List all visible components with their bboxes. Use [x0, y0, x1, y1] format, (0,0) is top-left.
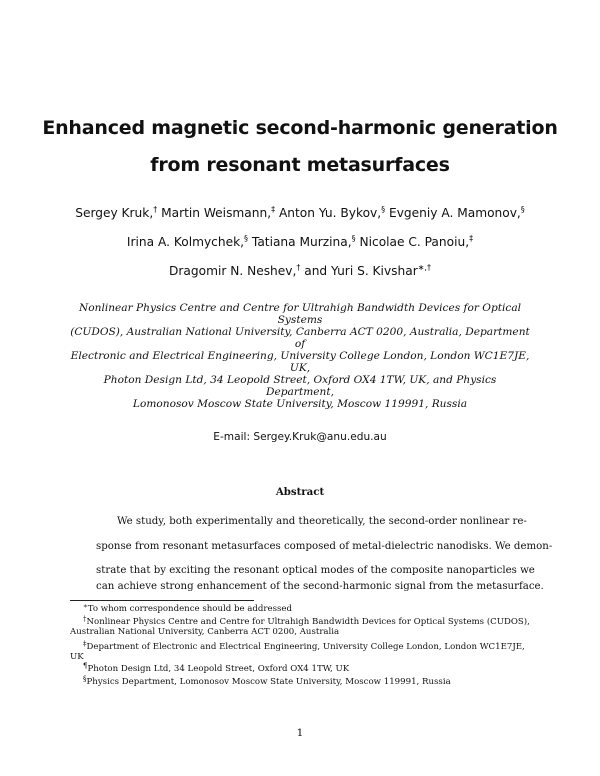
- footnote-mark: ¶: [83, 662, 88, 670]
- footnote-text: Physics Department, Lomonosov Moscow State University, Moscow 119991, Russia: [86, 677, 451, 687]
- affiliation-mark: ‡: [469, 234, 474, 243]
- author-name: Martin Weismann,: [161, 206, 272, 220]
- author-line-3: [40, 264, 560, 278]
- footnote: [83, 602, 553, 614]
- author-line-1: [40, 206, 560, 220]
- footnote: [83, 615, 553, 627]
- footnote-mark: ∗: [83, 602, 88, 610]
- affiliation-mark: †: [296, 263, 301, 272]
- author-line-2: [40, 235, 560, 249]
- affiliation-line: (CUDOS), Australian National University, Canberra ACT 0200, Australia, Department of: [70, 326, 530, 350]
- footnote-mark: ‡: [83, 640, 87, 648]
- abstract-line: We study, both experimentally and theoretically, the second-order nonlinear re-: [117, 516, 527, 527]
- paper-title-line-2: from resonant metasurfaces: [150, 154, 450, 176]
- abstract-line: can achieve strong enhancement of the second-harmonic signal from the metasurface.: [96, 581, 544, 592]
- affiliation-line: Lomonosov Moscow State University, Moscow 119991, Russia: [132, 398, 468, 410]
- footnote-continuation: UK: [70, 652, 84, 662]
- footnote-rule: [70, 600, 254, 601]
- affiliation-mark: §: [520, 205, 525, 214]
- footnote: [83, 640, 553, 652]
- footnote-continuation: Australian National University, Canberra ACT 0200, Australia: [70, 627, 340, 637]
- abstract-line: strate that by exciting the resonant optical modes of the composite nanoparticles we: [96, 565, 535, 576]
- page-number: 1: [296, 727, 304, 739]
- affiliation-mark: §: [351, 234, 356, 243]
- contact-email: E-mail: Sergey.Kruk@anu.edu.au: [213, 431, 387, 443]
- affiliation-mark: ∗,†: [417, 263, 431, 272]
- affiliation-mark: §: [381, 205, 386, 214]
- affiliation-line: Electronic and Electrical Engineering, University College London, London WC1E7JE, UK,: [70, 350, 530, 374]
- author-name: Anton Yu. Bykov,: [278, 206, 382, 220]
- author-name: Sergey Kruk,: [75, 206, 154, 220]
- author-name: and Yuri S. Kivshar: [304, 264, 418, 278]
- footnote-text: Department of Electronic and Electrical Engineering, University College London, London WC1E7JE,: [86, 642, 525, 652]
- footnote-text: Photon Design Ltd, 34 Leopold Street, Oxford OX4 1TW, UK: [87, 664, 350, 674]
- footnote-mark: §: [83, 675, 87, 683]
- author-name: Nicolae C. Panoiu,: [359, 235, 470, 249]
- footnote: [83, 675, 553, 687]
- affiliation-mark: †: [153, 205, 158, 214]
- abstract-heading: Abstract: [275, 486, 325, 498]
- affiliation-mark: §: [244, 234, 249, 243]
- affiliation-line: Nonlinear Physics Centre and Centre for Ultrahigh Bandwidth Devices for Optical Systems: [78, 302, 522, 326]
- author-name: Evgeniy A. Mamonov,: [389, 206, 521, 220]
- author-name: Tatiana Murzina,: [251, 235, 352, 249]
- paper-title-line-1: Enhanced magnetic second-harmonic generation: [42, 117, 558, 139]
- abstract-line: sponse from resonant metasurfaces composed of metal-dielectric nanodisks. We demon-: [96, 541, 553, 552]
- footnote-mark: †: [83, 615, 87, 623]
- affiliation-mark: ‡: [271, 205, 276, 214]
- footnote: [83, 662, 553, 674]
- author-name: Dragomir N. Neshev,: [169, 264, 297, 278]
- author-name: Irina A. Kolmychek,: [126, 235, 245, 249]
- footnote-text: Nonlinear Physics Centre and Centre for Ultrahigh Bandwidth Devices for Optical Systems (CUDOS),: [86, 617, 530, 627]
- affiliation-line: Photon Design Ltd, 34 Leopold Street, Oxford OX4 1TW, UK, and Physics Department,: [103, 374, 497, 398]
- footnote-text: To whom correspondence should be addressed: [87, 604, 293, 614]
